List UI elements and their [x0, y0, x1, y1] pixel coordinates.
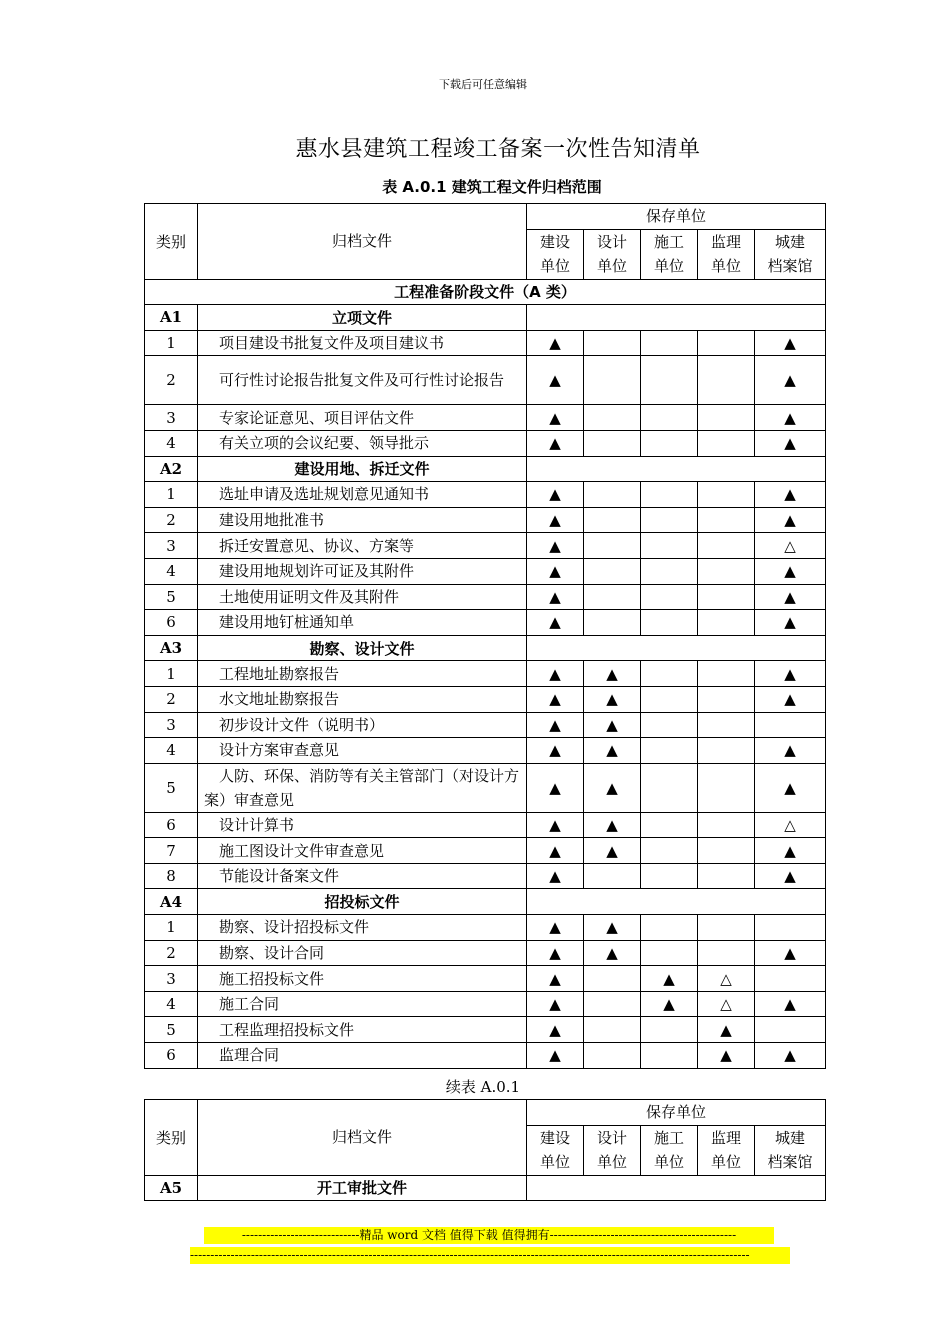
retention-mark: ▲ [527, 558, 584, 584]
header-storage: 保存单位 [527, 1100, 826, 1126]
header-note: 下载后可任意编辑 [439, 78, 527, 91]
group-code: A1 [145, 305, 198, 331]
retention-mark: ▲ [584, 686, 641, 712]
table-caption: 表 A.0.1 建筑工程文件归档范围 [382, 178, 602, 196]
group-empty-cell [527, 889, 826, 915]
table-row [145, 686, 826, 712]
header-category: 类别 [145, 1100, 198, 1176]
table-row [145, 533, 826, 559]
retention-mark [584, 991, 641, 1017]
retention-mark: ▲ [527, 1017, 584, 1043]
retention-mark [698, 405, 755, 431]
retention-mark: ▲ [584, 915, 641, 941]
retention-mark: ▲ [584, 712, 641, 738]
retention-mark [641, 1043, 698, 1069]
document-name: 工程监理招投标文件 [198, 1017, 527, 1043]
retention-mark [641, 1017, 698, 1043]
table-row [145, 356, 826, 405]
retention-mark [641, 330, 698, 356]
retention-mark: ▲ [527, 330, 584, 356]
table-row [145, 712, 826, 738]
retention-mark: ▲ [755, 838, 826, 864]
retention-mark: ▲ [527, 763, 584, 812]
header-col-construction: 建设 单位 [527, 229, 584, 279]
retention-mark: ▲ [755, 863, 826, 889]
row-number: 3 [145, 405, 198, 431]
retention-mark: ▲ [527, 533, 584, 559]
retention-mark [698, 763, 755, 812]
retention-mark: ▲ [527, 712, 584, 738]
document-name: 初步设计文件（说明书） [198, 712, 527, 738]
document-name: 建设用地批准书 [198, 507, 527, 533]
retention-mark [698, 482, 755, 508]
retention-mark [698, 430, 755, 456]
retention-mark [698, 661, 755, 687]
group-name: 开工审批文件 [198, 1175, 527, 1201]
retention-mark: ▲ [755, 610, 826, 636]
retention-mark [698, 558, 755, 584]
retention-mark [698, 915, 755, 941]
row-number: 8 [145, 863, 198, 889]
group-empty-cell [527, 635, 826, 661]
retention-mark: △ [755, 812, 826, 838]
group-name: 建设用地、拆迁文件 [198, 456, 527, 482]
table-row [145, 584, 826, 610]
retention-mark [641, 812, 698, 838]
retention-mark [698, 330, 755, 356]
retention-mark: ▲ [584, 738, 641, 764]
retention-mark [641, 430, 698, 456]
group-empty-cell [527, 456, 826, 482]
group-row [145, 456, 826, 482]
retention-mark: ▲ [755, 584, 826, 610]
table-row [145, 1043, 826, 1069]
retention-mark: ▲ [755, 738, 826, 764]
row-number: 7 [145, 838, 198, 864]
header-category: 类别 [145, 204, 198, 280]
retention-mark: ▲ [584, 838, 641, 864]
header-document: 归档文件 [198, 1100, 527, 1176]
document-name: 监理合同 [198, 1043, 527, 1069]
retention-mark: ▲ [755, 482, 826, 508]
table-row [145, 430, 826, 456]
retention-mark [584, 863, 641, 889]
retention-mark [584, 430, 641, 456]
retention-mark [584, 1017, 641, 1043]
retention-mark [641, 507, 698, 533]
retention-mark [584, 507, 641, 533]
retention-mark: ▲ [698, 1043, 755, 1069]
retention-mark [584, 1043, 641, 1069]
row-number: 6 [145, 1043, 198, 1069]
document-name: 建设用地规划许可证及其附件 [198, 558, 527, 584]
row-number: 3 [145, 966, 198, 992]
table-row [145, 507, 826, 533]
group-code: A2 [145, 456, 198, 482]
footer-divider: ------------------------------------------------------------------------------------------------------------------------------------------ [190, 1247, 790, 1264]
page-title: 惠水县建筑工程竣工备案一次性告知清单 [295, 137, 701, 162]
retention-mark [698, 356, 755, 405]
document-name: 专家论证意见、项目评估文件 [198, 405, 527, 431]
retention-mark [641, 738, 698, 764]
retention-mark [698, 533, 755, 559]
retention-mark: ▲ [527, 838, 584, 864]
archive-table-continued [144, 1099, 826, 1201]
retention-mark [698, 686, 755, 712]
table-row [145, 940, 826, 966]
retention-mark: ▲ [755, 430, 826, 456]
retention-mark [641, 482, 698, 508]
retention-mark: ▲ [527, 812, 584, 838]
retention-mark [584, 533, 641, 559]
group-row [145, 305, 826, 331]
header-col-supervisor: 监理 单位 [698, 1125, 755, 1175]
table-row [145, 405, 826, 431]
retention-mark: ▲ [698, 1017, 755, 1043]
retention-mark: ▲ [527, 915, 584, 941]
retention-mark [641, 533, 698, 559]
table-row [145, 482, 826, 508]
retention-mark: ▲ [755, 1043, 826, 1069]
table-row [145, 966, 826, 992]
header-document: 归档文件 [198, 204, 527, 280]
retention-mark [641, 686, 698, 712]
row-number: 4 [145, 430, 198, 456]
retention-mark [698, 863, 755, 889]
retention-mark [698, 584, 755, 610]
retention-mark: ▲ [755, 558, 826, 584]
retention-mark: ▲ [584, 661, 641, 687]
table-row [145, 610, 826, 636]
retention-mark: ▲ [641, 966, 698, 992]
document-name: 建设用地钉桩通知单 [198, 610, 527, 636]
table-row [145, 863, 826, 889]
document-name: 勘察、设计合同 [198, 940, 527, 966]
retention-mark [755, 915, 826, 941]
group-row [145, 635, 826, 661]
retention-mark: ▲ [755, 940, 826, 966]
group-code: A5 [145, 1175, 198, 1201]
retention-mark: ▲ [755, 356, 826, 405]
retention-mark: ▲ [527, 482, 584, 508]
retention-mark [641, 863, 698, 889]
row-number: 6 [145, 812, 198, 838]
document-name: 项目建设书批复文件及项目建议书 [198, 330, 527, 356]
retention-mark [641, 405, 698, 431]
group-name: 勘察、设计文件 [198, 635, 527, 661]
row-number: 4 [145, 558, 198, 584]
continued-label: 续表 A.0.1 [445, 1078, 521, 1096]
retention-mark: ▲ [527, 940, 584, 966]
retention-mark [698, 610, 755, 636]
document-name: 可行性讨论报告批复文件及可行性讨论报告 [198, 356, 527, 405]
document-name: 工程地址勘察报告 [198, 661, 527, 687]
header-col-design: 设计 单位 [584, 1125, 641, 1175]
table-row [145, 1017, 826, 1043]
document-name: 土地使用证明文件及其附件 [198, 584, 527, 610]
retention-mark [641, 763, 698, 812]
retention-mark: ▲ [527, 966, 584, 992]
document-name: 设计方案审查意见 [198, 738, 527, 764]
row-number: 4 [145, 991, 198, 1017]
group-code: A4 [145, 889, 198, 915]
document-name: 施工合同 [198, 991, 527, 1017]
retention-mark: ▲ [527, 430, 584, 456]
retention-mark [584, 584, 641, 610]
table-row [145, 661, 826, 687]
header-storage: 保存单位 [527, 204, 826, 230]
group-row [145, 889, 826, 915]
row-number: 1 [145, 915, 198, 941]
retention-mark [698, 712, 755, 738]
header-col-builder: 施工 单位 [641, 1125, 698, 1175]
row-number: 6 [145, 610, 198, 636]
retention-mark: ▲ [527, 405, 584, 431]
group-empty-cell [527, 305, 826, 331]
retention-mark [641, 584, 698, 610]
group-code: A3 [145, 635, 198, 661]
retention-mark: ▲ [584, 812, 641, 838]
retention-mark [698, 738, 755, 764]
retention-mark: ▲ [755, 507, 826, 533]
retention-mark [641, 712, 698, 738]
table-row [145, 763, 826, 812]
header-col-archive: 城建 档案馆 [755, 229, 826, 279]
retention-mark: ▲ [755, 686, 826, 712]
retention-mark: ▲ [527, 584, 584, 610]
retention-mark: ▲ [527, 1043, 584, 1069]
table-row [145, 812, 826, 838]
retention-mark [755, 712, 826, 738]
header-col-builder: 施工 单位 [641, 229, 698, 279]
retention-mark: ▲ [584, 763, 641, 812]
table-row [145, 838, 826, 864]
retention-mark [584, 558, 641, 584]
retention-mark: ▲ [755, 763, 826, 812]
retention-mark [584, 610, 641, 636]
retention-mark: ▲ [755, 405, 826, 431]
document-name: 选址申请及选址规划意见通知书 [198, 482, 527, 508]
retention-mark [698, 940, 755, 966]
retention-mark: ▲ [527, 610, 584, 636]
table-row [145, 991, 826, 1017]
retention-mark: △ [755, 533, 826, 559]
retention-mark [584, 405, 641, 431]
group-name: 招投标文件 [198, 889, 527, 915]
group-name: 立项文件 [198, 305, 527, 331]
retention-mark [755, 1017, 826, 1043]
retention-mark: ▲ [755, 330, 826, 356]
retention-mark: ▲ [755, 661, 826, 687]
retention-mark: ▲ [527, 356, 584, 405]
retention-mark [641, 940, 698, 966]
retention-mark [641, 610, 698, 636]
row-number: 5 [145, 584, 198, 610]
retention-mark [755, 966, 826, 992]
table-row [145, 330, 826, 356]
document-name: 施工招投标文件 [198, 966, 527, 992]
retention-mark [584, 330, 641, 356]
document-name: 设计计算书 [198, 812, 527, 838]
retention-mark [698, 812, 755, 838]
retention-mark: △ [698, 966, 755, 992]
header-col-construction: 建设 单位 [527, 1125, 584, 1175]
retention-mark [584, 966, 641, 992]
document-name: 勘察、设计招投标文件 [198, 915, 527, 941]
retention-mark: ▲ [527, 991, 584, 1017]
retention-mark [584, 356, 641, 405]
archive-table [144, 203, 826, 1069]
row-number: 1 [145, 330, 198, 356]
retention-mark: ▲ [527, 686, 584, 712]
retention-mark [641, 838, 698, 864]
section-title: 工程准备阶段文件（A 类） [145, 279, 826, 305]
header-col-archive: 城建 档案馆 [755, 1125, 826, 1175]
retention-mark [641, 558, 698, 584]
retention-mark [698, 507, 755, 533]
header-col-supervisor: 监理 单位 [698, 229, 755, 279]
document-name: 拆迁安置意见、协议、方案等 [198, 533, 527, 559]
retention-mark: ▲ [527, 863, 584, 889]
row-number: 2 [145, 507, 198, 533]
document-name: 有关立项的会议纪要、领导批示 [198, 430, 527, 456]
retention-mark [584, 482, 641, 508]
retention-mark [641, 661, 698, 687]
row-number: 1 [145, 661, 198, 687]
document-name: 节能设计备案文件 [198, 863, 527, 889]
retention-mark: △ [698, 991, 755, 1017]
group-empty-cell [527, 1175, 826, 1201]
retention-mark [641, 915, 698, 941]
retention-mark: ▲ [641, 991, 698, 1017]
document-name: 人防、环保、消防等有关主管部门（对设计方案）审查意见 [198, 763, 527, 812]
row-number: 3 [145, 533, 198, 559]
row-number: 2 [145, 356, 198, 405]
retention-mark: ▲ [584, 940, 641, 966]
footer-banner: -----------------------------精品 word 文档 值得下载 值得拥有---------------------------------------------- [204, 1227, 774, 1244]
document-name: 施工图设计文件审查意见 [198, 838, 527, 864]
retention-mark [641, 356, 698, 405]
retention-mark [698, 838, 755, 864]
header-col-design: 设计 单位 [584, 229, 641, 279]
table-row [145, 915, 826, 941]
table-row [145, 738, 826, 764]
row-number: 2 [145, 686, 198, 712]
retention-mark: ▲ [527, 661, 584, 687]
retention-mark: ▲ [527, 738, 584, 764]
row-number: 1 [145, 482, 198, 508]
row-number: 4 [145, 738, 198, 764]
row-number: 3 [145, 712, 198, 738]
row-number: 5 [145, 763, 198, 812]
row-number: 2 [145, 940, 198, 966]
row-number: 5 [145, 1017, 198, 1043]
retention-mark: ▲ [527, 507, 584, 533]
retention-mark: ▲ [755, 991, 826, 1017]
document-name: 水文地址勘察报告 [198, 686, 527, 712]
table-row [145, 558, 826, 584]
